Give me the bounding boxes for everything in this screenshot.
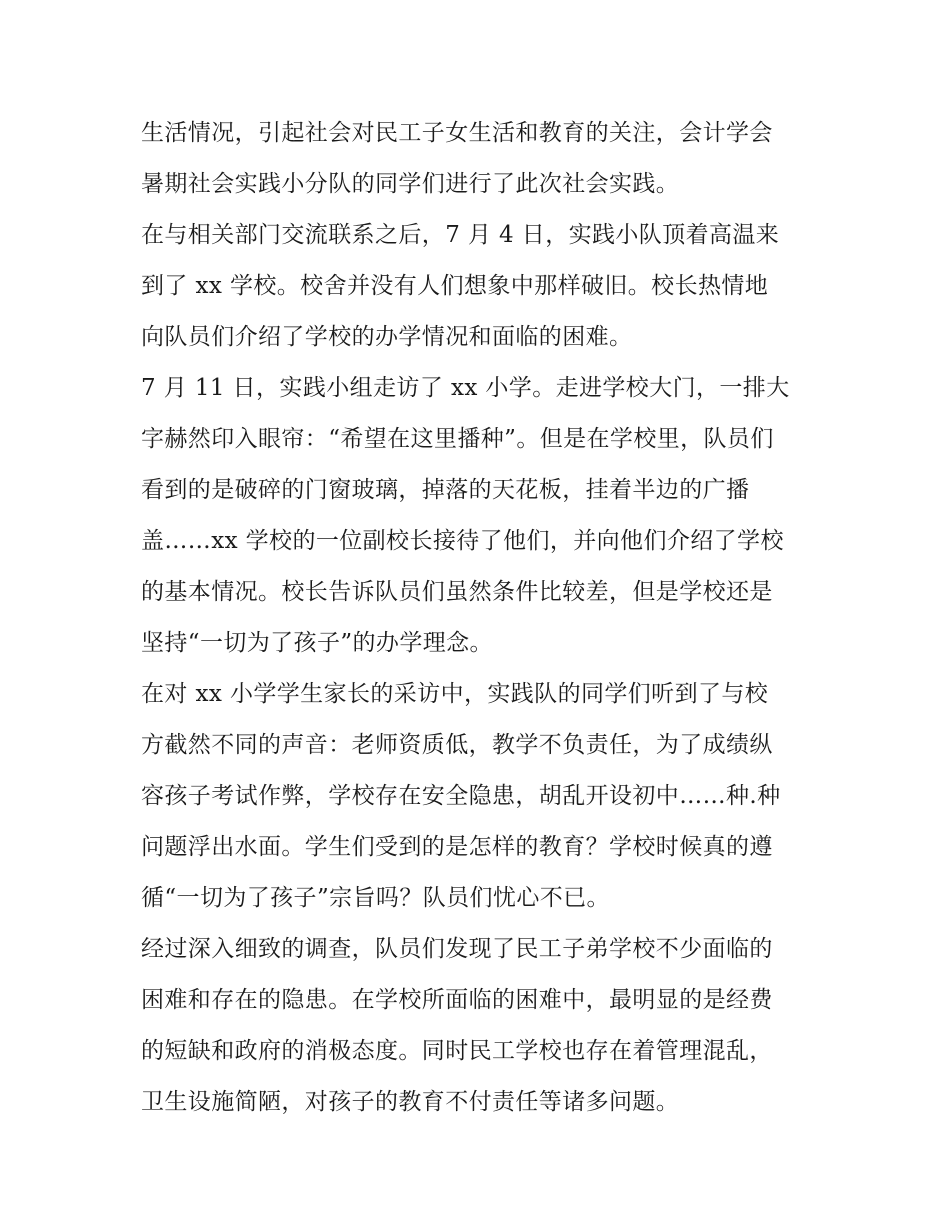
document-body	[141, 108, 811, 1128]
text-line: 到了 xx 学校。校舍并没有人们想象中那样破旧。校长热情地	[141, 273, 769, 299]
text-line: 的基本情况。校长告诉队员们虽然条件比较差，但是学校还是	[141, 579, 773, 605]
text-line: 卫生设施简陋，对孩子的教育不付责任等诸多问题。	[141, 1089, 680, 1115]
text-line: 坚持“一切为了孩子”的办学理念。	[141, 630, 493, 656]
text-line: 的短缺和政府的消极态度。同时民工学校也存在着管理混乱，	[141, 1038, 773, 1064]
text-line: 向队员们介绍了学校的办学情况和面临的困难。	[141, 324, 633, 350]
text-line: 看到的是破碎的门窗玻璃，掉落的天花板，挂着半边的广播	[141, 477, 750, 503]
text-line: 循“一切为了孩子”宗旨吗？队员们忧心不已。	[141, 885, 610, 911]
text-line: 7 月 11 日，实践小组走访了 xx 小学。走进学校大门，一排大	[141, 375, 790, 401]
text-line: 困难和存在的隐患。在学校所面临的困难中，最明显的是经费	[141, 987, 773, 1013]
text-line: 生活情况，引起社会对民工子女生活和教育的关注，会计学会	[141, 120, 773, 146]
text-line: 问题浮出水面。学生们受到的是怎样的教育？学校时候真的遵	[141, 834, 773, 860]
text-line: 经过深入细致的调查，队员们发现了民工子弟学校不少面临的	[141, 936, 773, 962]
text-line: 在对 xx 小学学生家长的采访中，实践队的同学们听到了与校	[141, 681, 769, 707]
text-line: 字赫然印入眼帘：“希望在这里播种”。但是在学校里，队员们	[141, 426, 774, 452]
text-line: 容孩子考试作弊，学校存在安全隐患，胡乱开设初中……种.种	[141, 783, 781, 809]
text-line: 在与相关部门交流联系之后，7 月 4 日，实践小队顶着高温来	[141, 222, 780, 248]
text-line: 暑期社会实践小分队的同学们进行了此次社会实践。	[141, 171, 680, 197]
text-line: 盖……xx 学校的一位副校长接待了他们，并向他们介绍了学校	[141, 528, 784, 554]
text-line: 方截然不同的声音：老师资质低，教学不负责任，为了成绩纵	[141, 732, 773, 758]
